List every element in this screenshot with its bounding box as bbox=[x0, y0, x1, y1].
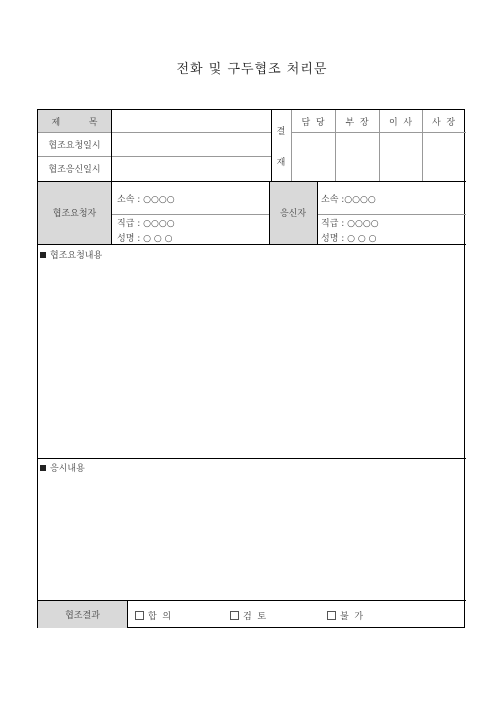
requester-position: 직급 : ○○○○ bbox=[117, 219, 175, 229]
approval-col-director bbox=[335, 110, 379, 132]
subject-label-cell bbox=[38, 110, 111, 132]
request-datetime-field[interactable] bbox=[111, 132, 271, 156]
rule-col-approval bbox=[271, 110, 272, 181]
rule-col-label bbox=[111, 110, 112, 181]
form-table bbox=[37, 109, 465, 628]
square-bullet-icon bbox=[40, 465, 46, 471]
rule-response-content bbox=[38, 600, 466, 601]
document-title: 전화 및 구두협조 처리문 bbox=[176, 62, 328, 77]
request-datetime-label-cell bbox=[38, 132, 111, 156]
result-option-agree-label: 합 의 bbox=[148, 612, 172, 622]
rule-responder-label bbox=[317, 181, 318, 244]
approval-label-cell bbox=[271, 110, 291, 181]
response-content-label: 응시내용 bbox=[50, 464, 85, 474]
approval-sign-director[interactable] bbox=[335, 132, 379, 181]
approval-col-director-label: 부 장 bbox=[345, 117, 369, 128]
rule-col-president bbox=[422, 110, 423, 181]
rule-responder-mid bbox=[317, 214, 466, 215]
rule-request-content bbox=[38, 458, 466, 459]
response-datetime-label: 협조응신일시 bbox=[48, 165, 101, 175]
approval-sign-manager[interactable] bbox=[291, 132, 335, 181]
result-option-reject-label: 불 가 bbox=[340, 612, 364, 622]
rule-result-label bbox=[127, 600, 128, 628]
response-datetime-label-cell bbox=[38, 156, 111, 181]
approval-label-top: 결 bbox=[276, 126, 286, 137]
rule-subject bbox=[38, 132, 271, 133]
responder-label: 응신자 bbox=[279, 209, 307, 219]
approval-col-executive bbox=[379, 110, 422, 132]
rule-top-block bbox=[38, 181, 466, 182]
approval-col-manager bbox=[291, 110, 335, 132]
square-bullet-icon bbox=[40, 252, 46, 258]
rule-col-director bbox=[335, 110, 336, 181]
responder-position: 직급 : ○○○○ bbox=[321, 219, 379, 229]
request-content-area[interactable] bbox=[38, 260, 465, 457]
requester-affiliation: 소속 : ○○○○ bbox=[117, 195, 175, 205]
approval-label-bottom: 재 bbox=[276, 157, 286, 168]
result-option-agree[interactable] bbox=[135, 609, 171, 622]
responder-name: 성명 : ○ ○ ○ bbox=[321, 234, 377, 244]
approval-col-president bbox=[422, 110, 465, 132]
checkbox-icon[interactable] bbox=[327, 611, 336, 620]
approval-col-executive-label: 이 사 bbox=[388, 117, 413, 128]
rule-requester-label bbox=[111, 181, 112, 244]
request-datetime-label: 협조요청일시 bbox=[48, 140, 101, 151]
subject-field[interactable] bbox=[111, 110, 271, 132]
requester-name: 성명 : ○ ○ ○ bbox=[117, 234, 173, 244]
rule-col-approval-label bbox=[291, 110, 292, 181]
requester-label-cell bbox=[38, 181, 111, 244]
responder-affiliation: 소속 :○○○○ bbox=[321, 195, 376, 205]
response-datetime-field[interactable] bbox=[111, 156, 271, 181]
approval-sign-president[interactable] bbox=[422, 132, 465, 181]
result-label: 협조결과 bbox=[65, 611, 100, 621]
rule-col-executive bbox=[379, 110, 380, 181]
request-content-label: 협조요청내용 bbox=[50, 251, 103, 261]
result-option-reject[interactable] bbox=[327, 609, 363, 622]
rule-request-datetime bbox=[38, 156, 271, 157]
subject-label: 제 목 bbox=[51, 117, 98, 128]
checkbox-icon[interactable] bbox=[135, 611, 144, 620]
responder-label-cell bbox=[269, 181, 317, 244]
approval-col-manager-label: 담 당 bbox=[301, 117, 325, 128]
response-content-area[interactable] bbox=[38, 473, 465, 600]
result-option-review[interactable] bbox=[230, 609, 266, 622]
result-option-review-label: 검 토 bbox=[243, 612, 267, 622]
rule-people-block bbox=[38, 244, 466, 245]
approval-col-president-label: 사 장 bbox=[431, 117, 456, 128]
rule-requester-mid bbox=[111, 214, 269, 215]
approval-sign-executive[interactable] bbox=[379, 132, 422, 181]
result-label-cell bbox=[38, 601, 127, 628]
checkbox-icon[interactable] bbox=[230, 611, 239, 620]
rule-responder-left bbox=[269, 181, 270, 244]
requester-label: 협조요청자 bbox=[52, 209, 97, 219]
